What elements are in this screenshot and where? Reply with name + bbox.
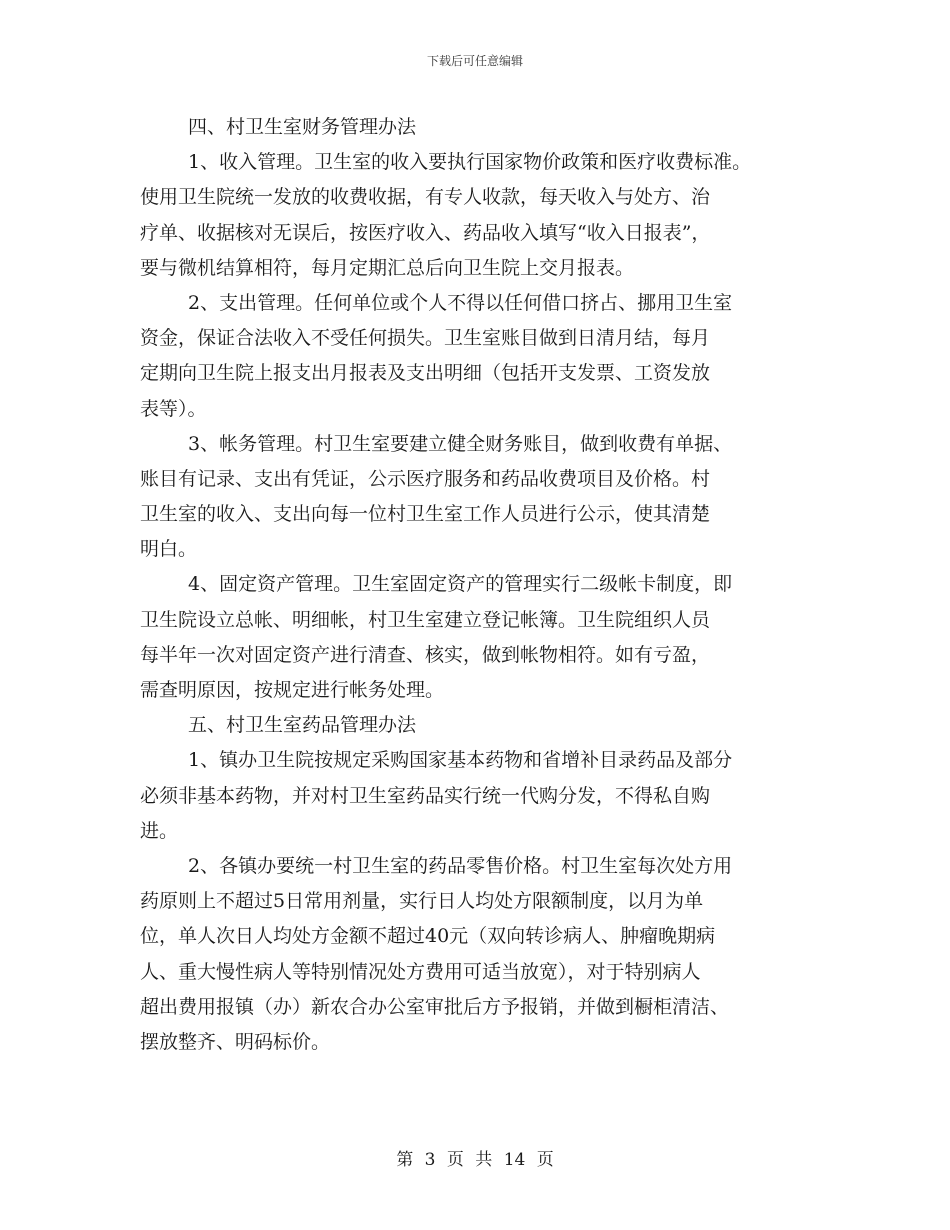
paragraph-line: 摆放整齐、明码标价。 [140, 1030, 331, 1053]
paragraph-line: 药原则上不超过5日常用剂量，实行日人均处方限额制度，以月为单 [140, 890, 704, 913]
paragraph-line: 资金，保证合法收入不受任何损失。卫生室账目做到日清月结，每月 [140, 327, 711, 350]
paragraph-line: 进。 [140, 819, 179, 842]
paragraph-line: 4、固定资产管理。卫生室固定资产的管理实行二级帐卡制度，即 [188, 573, 733, 596]
paragraph-line: 2、支出管理。任何单位或个人不得以任何借口挤占、挪用卫生室 [188, 291, 733, 314]
paragraph-line: 必须非基本药物，并对村卫生室药品实行统一代购分发，不得私自购 [140, 784, 711, 807]
paragraph-line: 疗单、收据核对无误后，按医疗收入、药品收入填写“收入日报表”， [140, 221, 711, 244]
paragraph-line: 定期向卫生院上报支出月报表及支出明细（包括开支发票、工资发放 [140, 362, 711, 385]
paragraph-line: 表等）。 [140, 397, 207, 420]
paragraph-line: 使用卫生院统一发放的收费收据，有专人收款，每天收入与处方、治 [140, 186, 711, 209]
paragraph-line: 1、镇办卫生院按规定采购国家基本药物和省增补目录药品及部分 [188, 749, 733, 772]
paragraph-line: 账目有记录、支出有凭证，公示医疗服务和药品收费项目及价格。村 [140, 467, 711, 490]
paragraph-line: 每半年一次对固定资产进行清查、核实，做到帐物相符。如有亏盈， [140, 643, 711, 666]
page-number-footer: 第 3 页 共 14 页 [396, 1150, 554, 1170]
paragraph-line: 超出费用报镇（办）新农合办公室审批后方予报销，并做到橱柜清洁、 [140, 995, 730, 1018]
paragraph-line: 2、各镇办要统一村卫生室的药品零售价格。村卫生室每次处方用 [188, 854, 733, 877]
paragraph-line: 位，单人次日人均处方金额不超过40元（双向转诊病人、肿瘤晚期病 [140, 925, 716, 948]
page-header-note: 下载后可任意编辑 [426, 54, 523, 68]
section-heading-finance: 四、村卫生室财务管理办法 [188, 116, 417, 138]
paragraph-line: 人、重大慢性病人等特别情况处方费用可适当放宽），对于特别病人 [140, 960, 701, 983]
document-body [140, 110, 810, 1060]
paragraph-line: 卫生院设立总帐、明细帐，村卫生室建立登记帐簿。卫生院组织人员 [140, 608, 711, 631]
section-heading-pharmacy: 五、村卫生室药品管理办法 [188, 714, 417, 737]
paragraph-line: 卫生室的收入、支出向每一位村卫生室工作人员进行公示，使其清楚 [140, 503, 711, 526]
paragraph-line: 要与微机结算相符，每月定期汇总后向卫生院上交月报表。 [140, 256, 635, 279]
paragraph-line: 1、收入管理。卫生室的收入要执行国家物价政策和医疗收费标准。 [188, 151, 752, 174]
paragraph-line: 3、帐务管理。村卫生室要建立健全财务账目，做到收费有单据、 [188, 432, 733, 455]
paragraph-line: 明白。 [140, 538, 198, 561]
paragraph-line: 需查明原因，按规定进行帐务处理。 [140, 679, 445, 701]
